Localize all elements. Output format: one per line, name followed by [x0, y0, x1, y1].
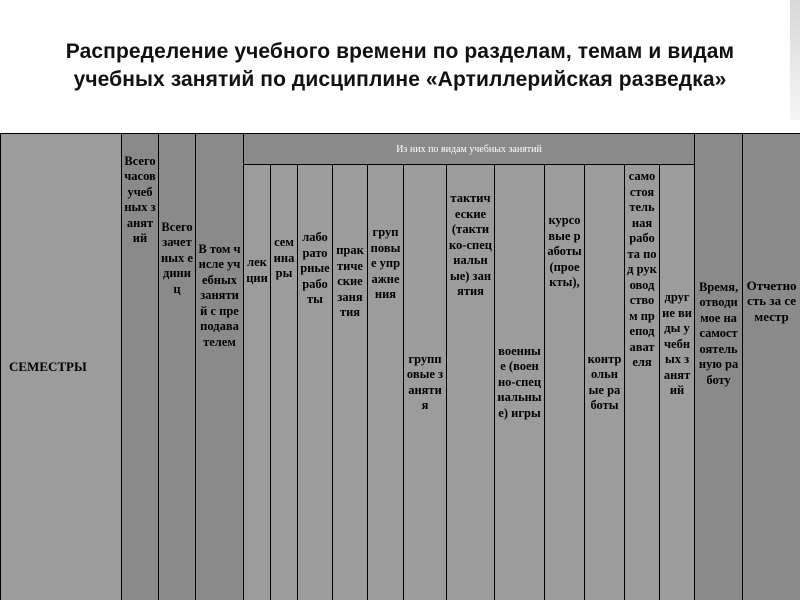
- other-classes-header: [660, 165, 695, 600]
- guided-independent-label: самостоятельная работа под руководством преподавателя: [627, 169, 657, 369]
- total-credits-header: [159, 134, 196, 600]
- coursework-header: [545, 165, 585, 600]
- lectures-header: [244, 165, 271, 600]
- labs-label: лабораторные работы: [300, 230, 330, 306]
- control-works-label: контрольные работы: [587, 351, 622, 412]
- group-classes-label: групповые занятия: [406, 351, 444, 412]
- group-exercises-label: групповые упражнения: [370, 225, 401, 301]
- coursework-label: курсовые работы (проекты),: [547, 213, 582, 289]
- practical-header: [333, 165, 368, 600]
- seminars-label: семинары: [273, 235, 295, 280]
- title-line-1: Распределение учебного времени по разделам, темам и видам: [65, 40, 735, 63]
- title-line-2: учебных занятий по дисциплине «Артиллерийская разведка»: [73, 68, 727, 91]
- slide-title: [0, 38, 800, 94]
- semesters-header: [1, 134, 122, 600]
- distribution-table-wrapper: [0, 133, 800, 600]
- guided-independent-header: [625, 165, 660, 600]
- other-classes-label: другие виды учебных занятий: [662, 290, 692, 397]
- reporting-header: [743, 134, 800, 600]
- with-teacher-label: В том числе учебных занятий с преподавателем: [198, 241, 241, 349]
- lectures-label: лекции: [246, 255, 268, 285]
- with-teacher-header: [196, 134, 244, 600]
- total-credits-label: Всего зачетных единиц: [161, 219, 193, 296]
- reporting-label: Отчетность за семестр: [746, 277, 797, 324]
- distribution-table: [0, 133, 800, 600]
- independent-time-label: Время, отводимое на самостоятельную работу: [698, 279, 739, 387]
- total-hours-label: Всего часов учебных занятий: [124, 153, 156, 245]
- tactical-label: тактические (тактико-специальные) занятия: [449, 191, 492, 298]
- war-games-header: [495, 165, 545, 600]
- semesters-label: СЕМЕСТРЫ: [9, 359, 87, 374]
- war-games-label: военные (военно-специальные) игры: [497, 343, 542, 420]
- control-works-header: [585, 165, 625, 600]
- tactical-header: [447, 165, 495, 600]
- independent-time-header: [695, 134, 743, 600]
- group-classes-header: [404, 165, 447, 600]
- group-exercises-header: [368, 165, 404, 600]
- practical-label: практические занятия: [336, 243, 364, 319]
- seminars-header: [271, 165, 298, 600]
- group-header: [244, 134, 695, 165]
- total-hours-header: [122, 134, 159, 600]
- group-header-label: Из них по видам учебных занятий: [396, 143, 542, 155]
- labs-header: [298, 165, 333, 600]
